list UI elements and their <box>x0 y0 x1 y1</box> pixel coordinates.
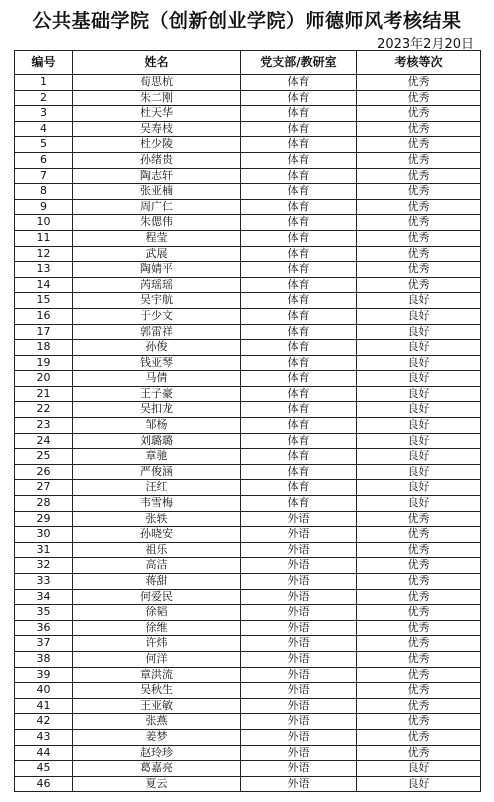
cell-grade: 良好 <box>357 402 481 418</box>
table-row <box>15 386 481 402</box>
cell-number: 20 <box>15 371 73 387</box>
cell-number: 33 <box>15 574 73 590</box>
cell-name: 姜梦 <box>73 729 241 745</box>
cell-number: 36 <box>15 620 73 636</box>
cell-department: 体育 <box>241 433 357 449</box>
cell-number: 13 <box>15 262 73 278</box>
cell-department: 体育 <box>241 308 357 324</box>
cell-number: 45 <box>15 761 73 777</box>
cell-grade: 良好 <box>357 464 481 480</box>
cell-grade: 优秀 <box>357 745 481 761</box>
cell-name: 王子豪 <box>73 386 241 402</box>
cell-number: 34 <box>15 589 73 605</box>
cell-department: 外语 <box>241 698 357 714</box>
cell-name: 赵玲珍 <box>73 745 241 761</box>
cell-name: 吴宇航 <box>73 293 241 309</box>
cell-name: 吴秋生 <box>73 683 241 699</box>
table-row <box>15 511 481 527</box>
cell-number: 11 <box>15 230 73 246</box>
cell-department: 体育 <box>241 152 357 168</box>
cell-department: 外语 <box>241 667 357 683</box>
cell-grade: 优秀 <box>357 90 481 106</box>
cell-number: 43 <box>15 729 73 745</box>
table-row <box>15 714 481 730</box>
cell-grade: 优秀 <box>357 277 481 293</box>
cell-name: 朱二刚 <box>73 90 241 106</box>
cell-name: 朱偲伟 <box>73 215 241 231</box>
cell-grade: 优秀 <box>357 620 481 636</box>
cell-name: 王亚敏 <box>73 698 241 714</box>
cell-number: 15 <box>15 293 73 309</box>
table-row <box>15 589 481 605</box>
cell-grade: 良好 <box>357 308 481 324</box>
cell-number: 25 <box>15 449 73 465</box>
cell-department: 外语 <box>241 683 357 699</box>
table-row <box>15 698 481 714</box>
cell-grade: 优秀 <box>357 574 481 590</box>
cell-name: 周广仁 <box>73 199 241 215</box>
cell-department: 体育 <box>241 90 357 106</box>
cell-grade: 优秀 <box>357 262 481 278</box>
cell-department: 体育 <box>241 371 357 387</box>
cell-department: 外语 <box>241 527 357 543</box>
table-row <box>15 277 481 293</box>
cell-department: 体育 <box>241 75 357 91</box>
table-row <box>15 293 481 309</box>
cell-name: 葛嘉亮 <box>73 761 241 777</box>
header-department: 党支部/教研室 <box>241 51 357 75</box>
cell-department: 体育 <box>241 402 357 418</box>
cell-number: 44 <box>15 745 73 761</box>
cell-department: 体育 <box>241 168 357 184</box>
cell-department: 体育 <box>241 355 357 371</box>
cell-grade: 良好 <box>357 761 481 777</box>
cell-grade: 优秀 <box>357 75 481 91</box>
cell-name: 芮瑶瑶 <box>73 277 241 293</box>
cell-name: 杜少陵 <box>73 137 241 153</box>
cell-number: 3 <box>15 106 73 122</box>
table-row <box>15 542 481 558</box>
table-row <box>15 230 481 246</box>
cell-name: 吴寿枝 <box>73 121 241 137</box>
cell-name: 汪红 <box>73 480 241 496</box>
cell-number: 31 <box>15 542 73 558</box>
cell-department: 体育 <box>241 215 357 231</box>
cell-grade: 优秀 <box>357 651 481 667</box>
cell-grade: 良好 <box>357 480 481 496</box>
cell-name: 孙绪贵 <box>73 152 241 168</box>
cell-department: 体育 <box>241 246 357 262</box>
cell-grade: 良好 <box>357 418 481 434</box>
table-row <box>15 340 481 356</box>
cell-grade: 良好 <box>357 449 481 465</box>
cell-department: 体育 <box>241 418 357 434</box>
table-row <box>15 605 481 621</box>
table-row <box>15 683 481 699</box>
cell-name: 马倩 <box>73 371 241 387</box>
cell-department: 体育 <box>241 106 357 122</box>
cell-grade: 良好 <box>357 386 481 402</box>
cell-number: 8 <box>15 184 73 200</box>
header-name: 姓名 <box>73 51 241 75</box>
cell-number: 23 <box>15 418 73 434</box>
table-row <box>15 262 481 278</box>
cell-number: 21 <box>15 386 73 402</box>
cell-grade: 良好 <box>357 433 481 449</box>
cell-department: 外语 <box>241 636 357 652</box>
cell-name: 杜天华 <box>73 106 241 122</box>
cell-number: 24 <box>15 433 73 449</box>
cell-name: 陶婧平 <box>73 262 241 278</box>
cell-name: 高洁 <box>73 558 241 574</box>
cell-department: 外语 <box>241 511 357 527</box>
cell-grade: 良好 <box>357 371 481 387</box>
cell-name: 于少文 <box>73 308 241 324</box>
cell-number: 1 <box>15 75 73 91</box>
cell-name: 何洋 <box>73 651 241 667</box>
cell-number: 18 <box>15 340 73 356</box>
table-row <box>15 355 481 371</box>
cell-name: 许炜 <box>73 636 241 652</box>
results-table <box>14 50 481 792</box>
cell-grade: 良好 <box>357 340 481 356</box>
table-row <box>15 324 481 340</box>
cell-department: 体育 <box>241 121 357 137</box>
cell-name: 祖乐 <box>73 542 241 558</box>
table-row <box>15 308 481 324</box>
cell-department: 外语 <box>241 714 357 730</box>
table-row <box>15 574 481 590</box>
table-header-row <box>15 51 481 75</box>
cell-grade: 优秀 <box>357 605 481 621</box>
cell-number: 12 <box>15 246 73 262</box>
cell-name: 孙俊 <box>73 340 241 356</box>
cell-grade: 良好 <box>357 355 481 371</box>
cell-department: 体育 <box>241 496 357 512</box>
cell-number: 16 <box>15 308 73 324</box>
cell-number: 9 <box>15 199 73 215</box>
cell-number: 14 <box>15 277 73 293</box>
cell-department: 体育 <box>241 324 357 340</box>
cell-department: 外语 <box>241 776 357 792</box>
cell-number: 19 <box>15 355 73 371</box>
table-row <box>15 636 481 652</box>
cell-grade: 优秀 <box>357 714 481 730</box>
table-row <box>15 418 481 434</box>
cell-name: 邹杨 <box>73 418 241 434</box>
cell-grade: 优秀 <box>357 184 481 200</box>
cell-department: 体育 <box>241 262 357 278</box>
table-row <box>15 121 481 137</box>
cell-department: 体育 <box>241 277 357 293</box>
cell-grade: 优秀 <box>357 152 481 168</box>
cell-department: 体育 <box>241 480 357 496</box>
cell-name: 张亚楠 <box>73 184 241 200</box>
cell-grade: 优秀 <box>357 636 481 652</box>
cell-department: 外语 <box>241 589 357 605</box>
cell-grade: 良好 <box>357 293 481 309</box>
cell-number: 32 <box>15 558 73 574</box>
cell-name: 程莹 <box>73 230 241 246</box>
cell-grade: 优秀 <box>357 667 481 683</box>
document-title: 公共基础学院（创新创业学院）师德师风考核结果 <box>32 10 462 32</box>
cell-grade: 优秀 <box>357 511 481 527</box>
table-row <box>15 168 481 184</box>
table-row <box>15 215 481 231</box>
cell-number: 2 <box>15 90 73 106</box>
cell-grade: 优秀 <box>357 698 481 714</box>
cell-number: 38 <box>15 651 73 667</box>
cell-grade: 优秀 <box>357 168 481 184</box>
table-row <box>15 371 481 387</box>
cell-number: 29 <box>15 511 73 527</box>
cell-name: 张燕 <box>73 714 241 730</box>
cell-department: 外语 <box>241 574 357 590</box>
table-row <box>15 527 481 543</box>
cell-name: 章驰 <box>73 449 241 465</box>
table-row <box>15 558 481 574</box>
cell-department: 外语 <box>241 729 357 745</box>
table-row <box>15 106 481 122</box>
cell-department: 体育 <box>241 386 357 402</box>
cell-number: 46 <box>15 776 73 792</box>
cell-number: 28 <box>15 496 73 512</box>
table-row <box>15 433 481 449</box>
cell-name: 徐韬 <box>73 605 241 621</box>
cell-name: 刘璐璐 <box>73 433 241 449</box>
cell-grade: 优秀 <box>357 683 481 699</box>
cell-department: 体育 <box>241 199 357 215</box>
cell-department: 外语 <box>241 620 357 636</box>
cell-grade: 优秀 <box>357 246 481 262</box>
cell-number: 27 <box>15 480 73 496</box>
cell-name: 章洪流 <box>73 667 241 683</box>
cell-department: 外语 <box>241 605 357 621</box>
cell-name: 张轶 <box>73 511 241 527</box>
cell-number: 4 <box>15 121 73 137</box>
cell-number: 5 <box>15 137 73 153</box>
cell-department: 外语 <box>241 558 357 574</box>
cell-grade: 良好 <box>357 324 481 340</box>
cell-number: 41 <box>15 698 73 714</box>
cell-name: 孙晓安 <box>73 527 241 543</box>
cell-department: 体育 <box>241 137 357 153</box>
cell-department: 体育 <box>241 184 357 200</box>
table-row <box>15 729 481 745</box>
cell-department: 外语 <box>241 761 357 777</box>
table-row <box>15 449 481 465</box>
table-row <box>15 246 481 262</box>
cell-department: 外语 <box>241 542 357 558</box>
cell-name: 郭雷祥 <box>73 324 241 340</box>
cell-department: 外语 <box>241 745 357 761</box>
cell-number: 22 <box>15 402 73 418</box>
cell-name: 蒋甜 <box>73 574 241 590</box>
table-row <box>15 761 481 777</box>
table-row <box>15 75 481 91</box>
table-row <box>15 480 481 496</box>
table-row <box>15 137 481 153</box>
table-body <box>15 75 481 792</box>
table-row <box>15 745 481 761</box>
cell-number: 17 <box>15 324 73 340</box>
cell-name: 何爱民 <box>73 589 241 605</box>
cell-name: 严俊涵 <box>73 464 241 480</box>
cell-grade: 优秀 <box>357 589 481 605</box>
table-row <box>15 496 481 512</box>
cell-number: 40 <box>15 683 73 699</box>
cell-name: 夏云 <box>73 776 241 792</box>
cell-department: 体育 <box>241 293 357 309</box>
cell-name: 武展 <box>73 246 241 262</box>
cell-grade: 优秀 <box>357 106 481 122</box>
cell-number: 39 <box>15 667 73 683</box>
table-row <box>15 776 481 792</box>
cell-grade: 优秀 <box>357 729 481 745</box>
cell-number: 26 <box>15 464 73 480</box>
table-row <box>15 90 481 106</box>
cell-name: 吴扣龙 <box>73 402 241 418</box>
cell-name: 徐维 <box>73 620 241 636</box>
cell-grade: 优秀 <box>357 215 481 231</box>
cell-department: 体育 <box>241 340 357 356</box>
cell-name: 韦雪梅 <box>73 496 241 512</box>
cell-name: 陶志轩 <box>73 168 241 184</box>
table-row <box>15 464 481 480</box>
cell-grade: 优秀 <box>357 542 481 558</box>
cell-grade: 优秀 <box>357 558 481 574</box>
cell-grade: 优秀 <box>357 137 481 153</box>
cell-grade: 优秀 <box>357 230 481 246</box>
cell-number: 42 <box>15 714 73 730</box>
document-date: 2023年2月20日 <box>377 37 474 52</box>
cell-number: 10 <box>15 215 73 231</box>
cell-grade: 良好 <box>357 776 481 792</box>
cell-department: 外语 <box>241 651 357 667</box>
cell-number: 37 <box>15 636 73 652</box>
table-row <box>15 184 481 200</box>
table-row <box>15 402 481 418</box>
cell-department: 体育 <box>241 464 357 480</box>
cell-number: 7 <box>15 168 73 184</box>
table-row <box>15 620 481 636</box>
cell-name: 钱亚琴 <box>73 355 241 371</box>
cell-department: 体育 <box>241 230 357 246</box>
cell-number: 6 <box>15 152 73 168</box>
header-number: 编号 <box>15 51 73 75</box>
cell-grade: 优秀 <box>357 527 481 543</box>
cell-number: 30 <box>15 527 73 543</box>
cell-number: 35 <box>15 605 73 621</box>
table-row <box>15 667 481 683</box>
table-row <box>15 199 481 215</box>
cell-grade: 良好 <box>357 496 481 512</box>
cell-grade: 优秀 <box>357 121 481 137</box>
header-grade: 考核等次 <box>357 51 481 75</box>
cell-name: 荀思杭 <box>73 75 241 91</box>
cell-grade: 优秀 <box>357 199 481 215</box>
table-row <box>15 651 481 667</box>
cell-department: 体育 <box>241 449 357 465</box>
table-row <box>15 152 481 168</box>
